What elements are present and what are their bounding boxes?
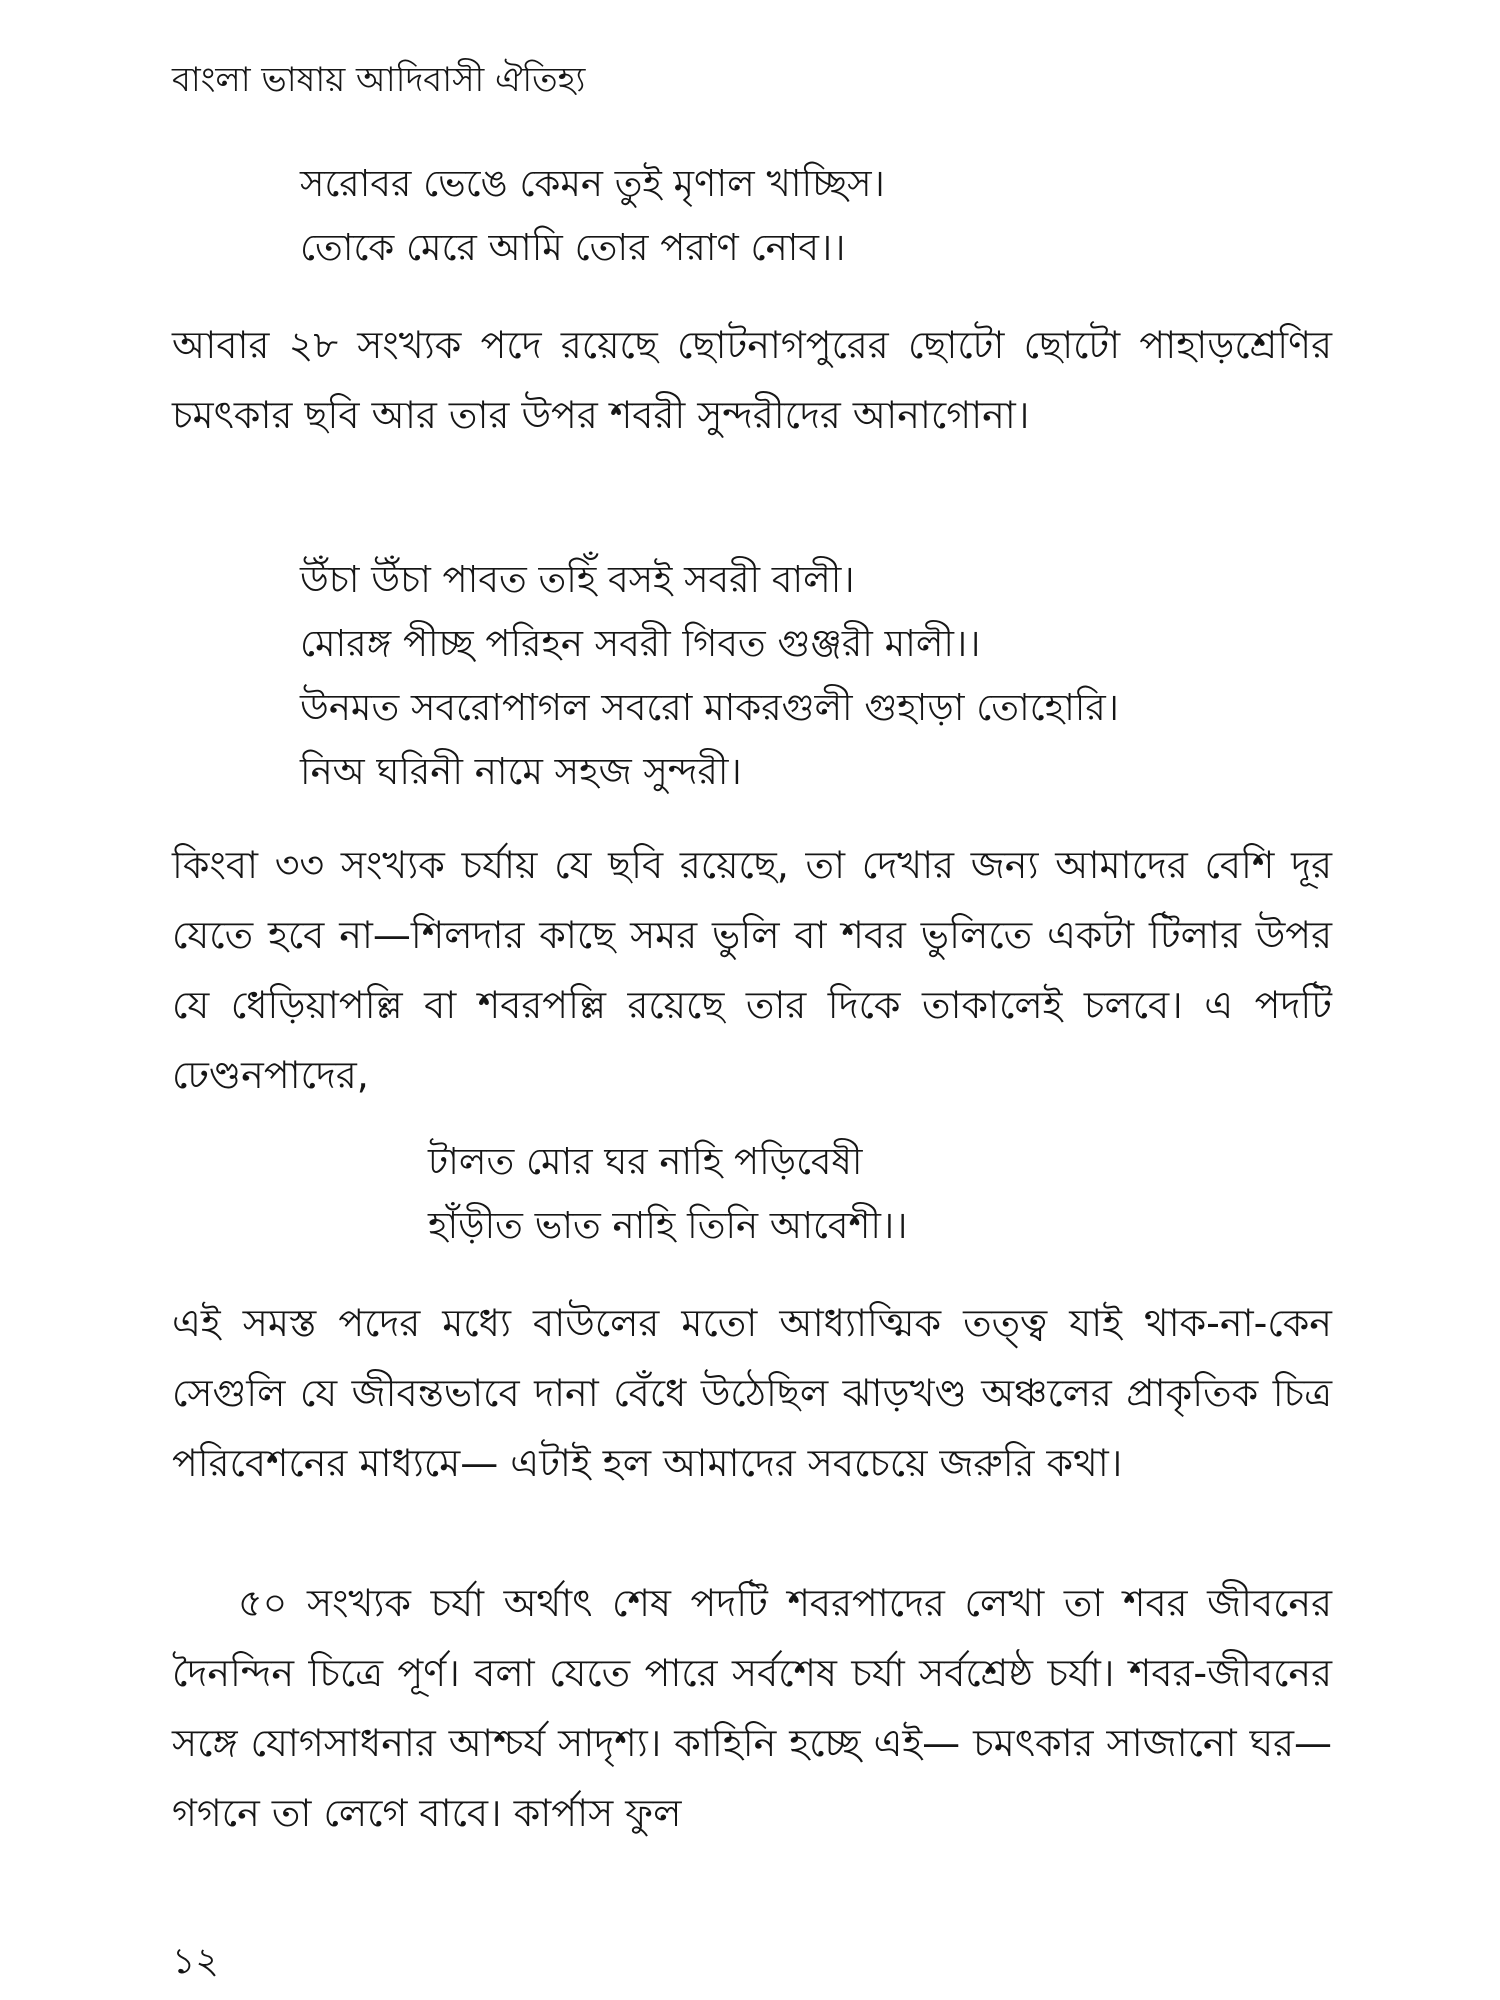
verse-line: সরোবর ভেঙে কেমন তুই মৃণাল খাচ্ছিস। [300,162,885,205]
paragraph-3: এই সমস্ত পদের মধ্যে বাউলের মতো আধ্যাত্মিক তত্ত্ব যাই থাক-না-কেন সেগুলি যে জীবন্তভাবে দানা বেঁধে উঠেছিল ঝাড়খণ্ড অঞ্চলের প্রাকৃতিক চিত্র পরিবেশনের মাধ্যমে— এটাই হল আমাদের সবচেয়ে জরুরি কথা। [172,1301,1332,1485]
verse-line: উঁচা উঁচা পাবত তহিঁ বসই সবরী বালী। [300,558,855,601]
verse-block-1 [300,152,885,280]
verse-line: তোকে মেরে আমি তোর পরাণ নোব।। [300,226,846,269]
paragraph-1: আবার ২৮ সংখ্যক পদে রয়েছে ছোটনাগপুরের ছোটো ছোটো পাহাড়শ্রেণির চমৎকার ছবি আর তার উপর শবরী সুন্দরীদের আনাগোনা। [172,323,1332,437]
paragraph-4: ৫০ সংখ্যক চর্যা অর্থাৎ শেষ পদটি শবরপাদের লেখা তা শবর জীবনের দৈনন্দিন চিত্রে পূর্ণ। বলা যেতে পারে সর্বশেষ চর্যা সর্বশ্রেষ্ঠ চর্যা। শবর-জীবনের সঙ্গে যোগসাধনার আশ্চর্য সাদৃশ্য। কাহিনি হচ্ছে এই— চমৎকার সাজানো ঘর— গগনে তা লেগে বাবে। কার্পাস ফুল [172,1581,1332,1835]
running-head: বাংলা ভাষায় আদিবাসী ঐতিহ্য [172,60,586,100]
verse-line: টালত মোর ঘর নাহি পড়িবেষী [428,1140,863,1183]
verse-line: হাঁড়ীত ভাত নাহি তিনি আবেশী।। [428,1204,908,1247]
verse-line: মোরঙ্গ পীচ্ছ পরিহন সবরী গিবত গুঞ্জরী মালী।। [300,622,981,665]
paragraph-2: কিংবা ৩৩ সংখ্যক চর্যায় যে ছবি রয়েছে, তা দেখার জন্য আমাদের বেশি দূর যেতে হবে না—শিলদার কাছে সমর ভুলি বা শবর ভুলিতে একটা টিলার উপর যে ধেড়িয়াপল্লি বা শবরপল্লি রয়েছে তার দিকে তাকালেই চলবে। এ পদটি ঢেণ্ডনপাদের, [172,843,1332,1097]
verse-block-3 [428,1130,907,1258]
verse-block-2 [300,548,1119,804]
verse-line: নিঅ ঘরিনী নামে সহজ সুন্দরী। [300,750,742,793]
verse-line: উনমত সবরোপাগল সবরো মাকরগুলী গুহাড়া তোহোরি। [300,686,1119,729]
page-number: ১২ [172,1941,219,1982]
